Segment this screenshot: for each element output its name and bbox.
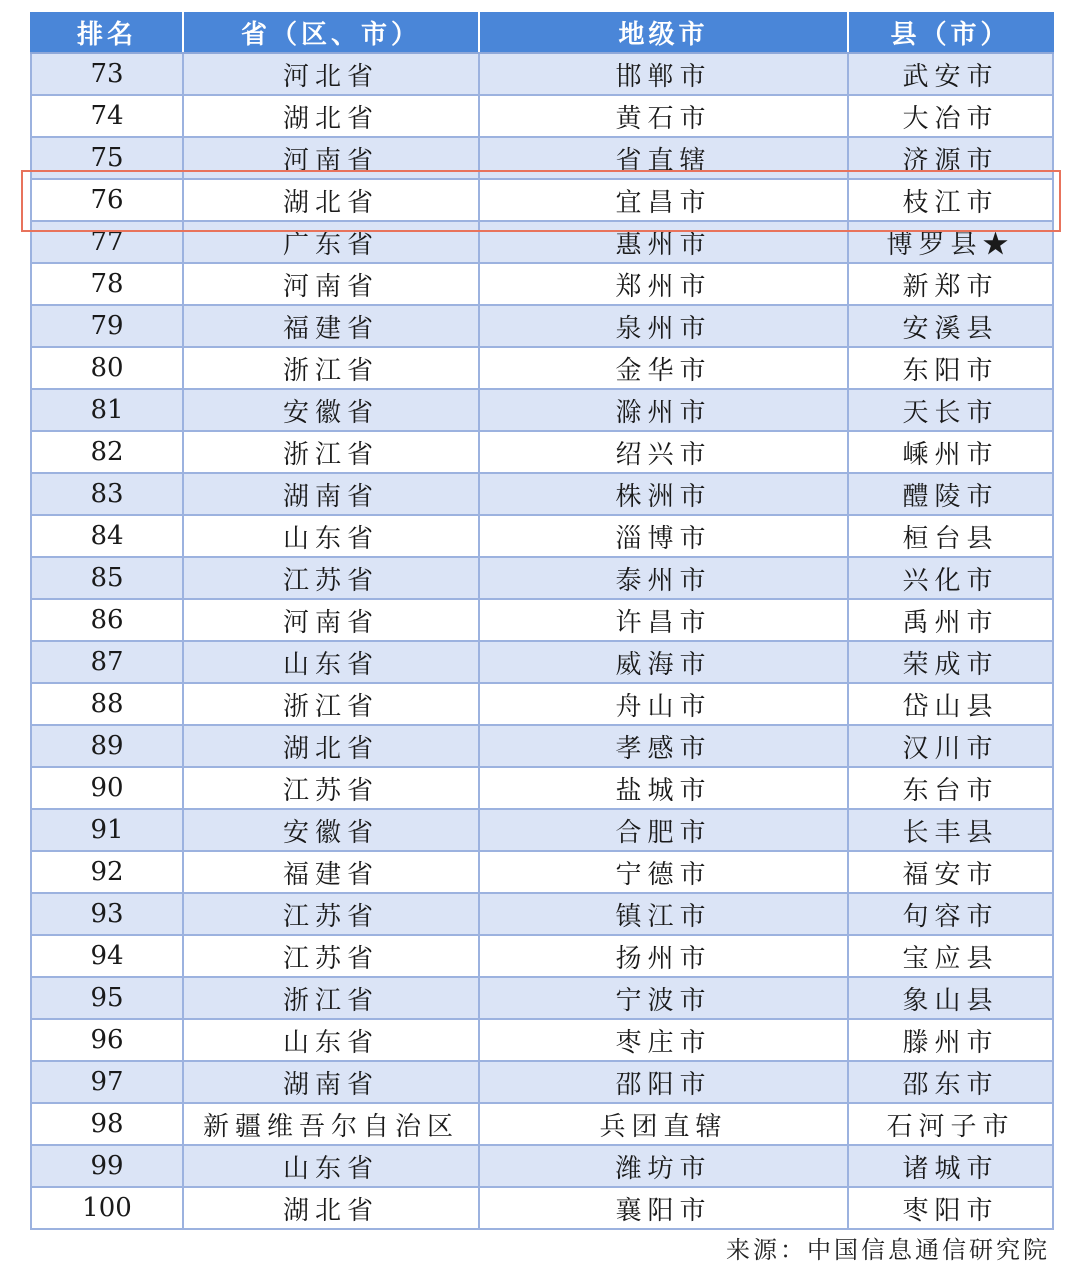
table-row — [31, 431, 1053, 473]
cell-rank: 95 — [31, 977, 183, 1019]
cell-city: 兵团直辖 — [479, 1103, 848, 1145]
ranking-table-container — [30, 12, 1052, 1230]
table-row — [31, 179, 1053, 221]
cell-province: 江苏省 — [183, 767, 479, 809]
cell-province: 山东省 — [183, 641, 479, 683]
cell-county: 荣成市 — [848, 641, 1053, 683]
table-row — [31, 893, 1053, 935]
cell-city: 镇江市 — [479, 893, 848, 935]
cell-county: 石河子市 — [848, 1103, 1053, 1145]
cell-province: 安徽省 — [183, 389, 479, 431]
cell-rank: 75 — [31, 137, 183, 179]
cell-rank: 87 — [31, 641, 183, 683]
cell-county: 岱山县 — [848, 683, 1053, 725]
cell-rank: 97 — [31, 1061, 183, 1103]
cell-county: 天长市 — [848, 389, 1053, 431]
cell-rank: 78 — [31, 263, 183, 305]
cell-city: 舟山市 — [479, 683, 848, 725]
header-county: 县（市） — [848, 12, 1053, 53]
cell-county: 东台市 — [848, 767, 1053, 809]
cell-county: 禹州市 — [848, 599, 1053, 641]
table-row — [31, 95, 1053, 137]
cell-county: 东阳市 — [848, 347, 1053, 389]
cell-province: 江苏省 — [183, 557, 479, 599]
cell-county: 博罗县★ — [848, 221, 1053, 263]
table-row — [31, 599, 1053, 641]
cell-city: 郑州市 — [479, 263, 848, 305]
cell-city: 邵阳市 — [479, 1061, 848, 1103]
table-row — [31, 53, 1053, 95]
table-row — [31, 263, 1053, 305]
cell-city: 许昌市 — [479, 599, 848, 641]
cell-rank: 91 — [31, 809, 183, 851]
cell-city: 淄博市 — [479, 515, 848, 557]
cell-county: 象山县 — [848, 977, 1053, 1019]
cell-rank: 73 — [31, 53, 183, 95]
cell-county: 枝江市 — [848, 179, 1053, 221]
cell-province: 湖南省 — [183, 473, 479, 515]
cell-county: 诸城市 — [848, 1145, 1053, 1187]
cell-province: 河南省 — [183, 137, 479, 179]
cell-rank: 93 — [31, 893, 183, 935]
cell-city: 合肥市 — [479, 809, 848, 851]
cell-rank: 82 — [31, 431, 183, 473]
cell-rank: 74 — [31, 95, 183, 137]
cell-province: 湖北省 — [183, 95, 479, 137]
cell-rank: 80 — [31, 347, 183, 389]
cell-county: 句容市 — [848, 893, 1053, 935]
cell-rank: 77 — [31, 221, 183, 263]
cell-city: 惠州市 — [479, 221, 848, 263]
table-row — [31, 221, 1053, 263]
table-row — [31, 809, 1053, 851]
table-row — [31, 851, 1053, 893]
table-row — [31, 305, 1053, 347]
cell-rank: 88 — [31, 683, 183, 725]
header-rank: 排名 — [31, 12, 183, 53]
cell-rank: 81 — [31, 389, 183, 431]
cell-county: 邵东市 — [848, 1061, 1053, 1103]
cell-county: 醴陵市 — [848, 473, 1053, 515]
cell-city: 绍兴市 — [479, 431, 848, 473]
cell-county: 大冶市 — [848, 95, 1053, 137]
cell-city: 宜昌市 — [479, 179, 848, 221]
cell-province: 广东省 — [183, 221, 479, 263]
cell-province: 山东省 — [183, 1145, 479, 1187]
table-row — [31, 641, 1053, 683]
cell-city: 黄石市 — [479, 95, 848, 137]
cell-city: 孝感市 — [479, 725, 848, 767]
cell-county: 武安市 — [848, 53, 1053, 95]
cell-province: 河北省 — [183, 53, 479, 95]
cell-rank: 76 — [31, 179, 183, 221]
cell-province: 湖南省 — [183, 1061, 479, 1103]
cell-city: 襄阳市 — [479, 1187, 848, 1229]
cell-city: 株洲市 — [479, 473, 848, 515]
cell-city: 泰州市 — [479, 557, 848, 599]
cell-rank: 90 — [31, 767, 183, 809]
cell-province: 湖北省 — [183, 1187, 479, 1229]
cell-county: 济源市 — [848, 137, 1053, 179]
header-city: 地级市 — [479, 12, 848, 53]
cell-city: 枣庄市 — [479, 1019, 848, 1061]
cell-rank: 98 — [31, 1103, 183, 1145]
table-row — [31, 767, 1053, 809]
table-row — [31, 1061, 1053, 1103]
cell-city: 宁波市 — [479, 977, 848, 1019]
cell-county: 枣阳市 — [848, 1187, 1053, 1229]
cell-province: 福建省 — [183, 851, 479, 893]
cell-rank: 85 — [31, 557, 183, 599]
cell-city: 省直辖 — [479, 137, 848, 179]
cell-county: 嵊州市 — [848, 431, 1053, 473]
cell-rank: 100 — [31, 1187, 183, 1229]
cell-province: 浙江省 — [183, 683, 479, 725]
cell-rank: 89 — [31, 725, 183, 767]
cell-province: 湖北省 — [183, 179, 479, 221]
cell-province: 河南省 — [183, 263, 479, 305]
cell-rank: 96 — [31, 1019, 183, 1061]
table-row — [31, 1187, 1053, 1229]
source-note: 来源：中国信息通信研究院 — [726, 1236, 1050, 1264]
cell-province: 山东省 — [183, 1019, 479, 1061]
table-row — [31, 137, 1053, 179]
cell-rank: 83 — [31, 473, 183, 515]
table-header — [31, 12, 1053, 53]
cell-county: 滕州市 — [848, 1019, 1053, 1061]
table-row — [31, 683, 1053, 725]
cell-county: 福安市 — [848, 851, 1053, 893]
cell-rank: 84 — [31, 515, 183, 557]
table-row — [31, 977, 1053, 1019]
cell-province: 浙江省 — [183, 431, 479, 473]
cell-province: 浙江省 — [183, 977, 479, 1019]
cell-province: 新疆维吾尔自治区 — [183, 1103, 479, 1145]
cell-province: 江苏省 — [183, 893, 479, 935]
cell-rank: 79 — [31, 305, 183, 347]
table-row — [31, 1019, 1053, 1061]
table-row — [31, 725, 1053, 767]
cell-province: 福建省 — [183, 305, 479, 347]
cell-province: 湖北省 — [183, 725, 479, 767]
cell-county: 汉川市 — [848, 725, 1053, 767]
cell-city: 滁州市 — [479, 389, 848, 431]
cell-city: 金华市 — [479, 347, 848, 389]
table-row — [31, 389, 1053, 431]
cell-county: 兴化市 — [848, 557, 1053, 599]
table-row — [31, 1103, 1053, 1145]
ranking-table — [30, 12, 1054, 1230]
header-row — [31, 12, 1053, 53]
cell-city: 邯郸市 — [479, 53, 848, 95]
cell-county: 新郑市 — [848, 263, 1053, 305]
cell-province: 浙江省 — [183, 347, 479, 389]
cell-county: 安溪县 — [848, 305, 1053, 347]
cell-city: 威海市 — [479, 641, 848, 683]
table-row — [31, 1145, 1053, 1187]
table-row — [31, 347, 1053, 389]
cell-city: 扬州市 — [479, 935, 848, 977]
cell-province: 江苏省 — [183, 935, 479, 977]
cell-county: 宝应县 — [848, 935, 1053, 977]
cell-city: 泉州市 — [479, 305, 848, 347]
cell-city: 宁德市 — [479, 851, 848, 893]
header-province: 省（区、市） — [183, 12, 479, 53]
cell-province: 山东省 — [183, 515, 479, 557]
table-body — [31, 53, 1053, 1229]
table-row — [31, 515, 1053, 557]
cell-county: 桓台县 — [848, 515, 1053, 557]
cell-province: 河南省 — [183, 599, 479, 641]
cell-rank: 99 — [31, 1145, 183, 1187]
table-row — [31, 935, 1053, 977]
cell-rank: 94 — [31, 935, 183, 977]
cell-city: 潍坊市 — [479, 1145, 848, 1187]
cell-county: 长丰县 — [848, 809, 1053, 851]
cell-rank: 92 — [31, 851, 183, 893]
cell-province: 安徽省 — [183, 809, 479, 851]
cell-city: 盐城市 — [479, 767, 848, 809]
cell-rank: 86 — [31, 599, 183, 641]
table-row — [31, 557, 1053, 599]
table-row — [31, 473, 1053, 515]
